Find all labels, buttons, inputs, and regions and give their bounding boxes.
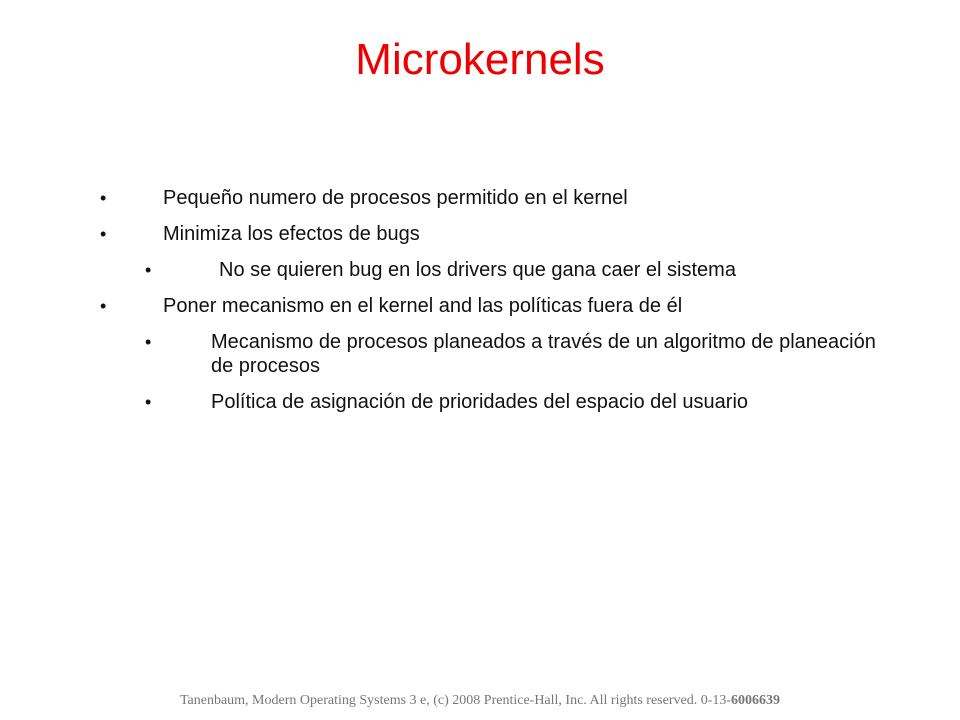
bullet-text: Pequeño numero de procesos permitido en el kernel	[163, 187, 628, 209]
slide-title: Microkernels	[355, 35, 605, 84]
bullet-list	[0, 186, 960, 426]
sub-bullet-text: Política de asignación de prioridades del espacio del usuario	[211, 391, 749, 413]
sub-bullet-item	[0, 390, 960, 414]
slide-footer	[0, 692, 960, 710]
bullet-dot-icon: •	[145, 332, 152, 352]
bullet-item	[0, 222, 960, 246]
sub-bullet-item	[0, 330, 960, 378]
bullet-dot-icon: •	[100, 224, 107, 244]
footer-isbn: 6006639	[731, 693, 781, 708]
bullet-dot-icon: •	[145, 260, 152, 280]
footer-citation: Tanenbaum, Modern Operating Systems 3 e, (c) 2008 Prentice-Hall, Inc. All rights reserved. 0-13-	[179, 693, 732, 708]
bullet-dot-icon: •	[100, 296, 107, 316]
bullet-item	[0, 294, 960, 318]
bullet-text: Minimiza los efectos de bugs	[163, 223, 420, 245]
bullet-dot-icon: •	[100, 188, 107, 208]
sub-bullet-item	[0, 258, 960, 282]
bullet-text: Poner mecanismo en el kernel and las políticas fuera de él	[163, 295, 683, 317]
bullet-dot-icon: •	[145, 392, 152, 412]
sub-bullet-text: No se quieren bug en los drivers que gana caer el sistema	[219, 259, 736, 281]
sub-bullet-text: Mecanismo de procesos planeados a través de un algoritmo de planeación de procesos	[211, 331, 876, 377]
bullet-item	[0, 186, 960, 210]
